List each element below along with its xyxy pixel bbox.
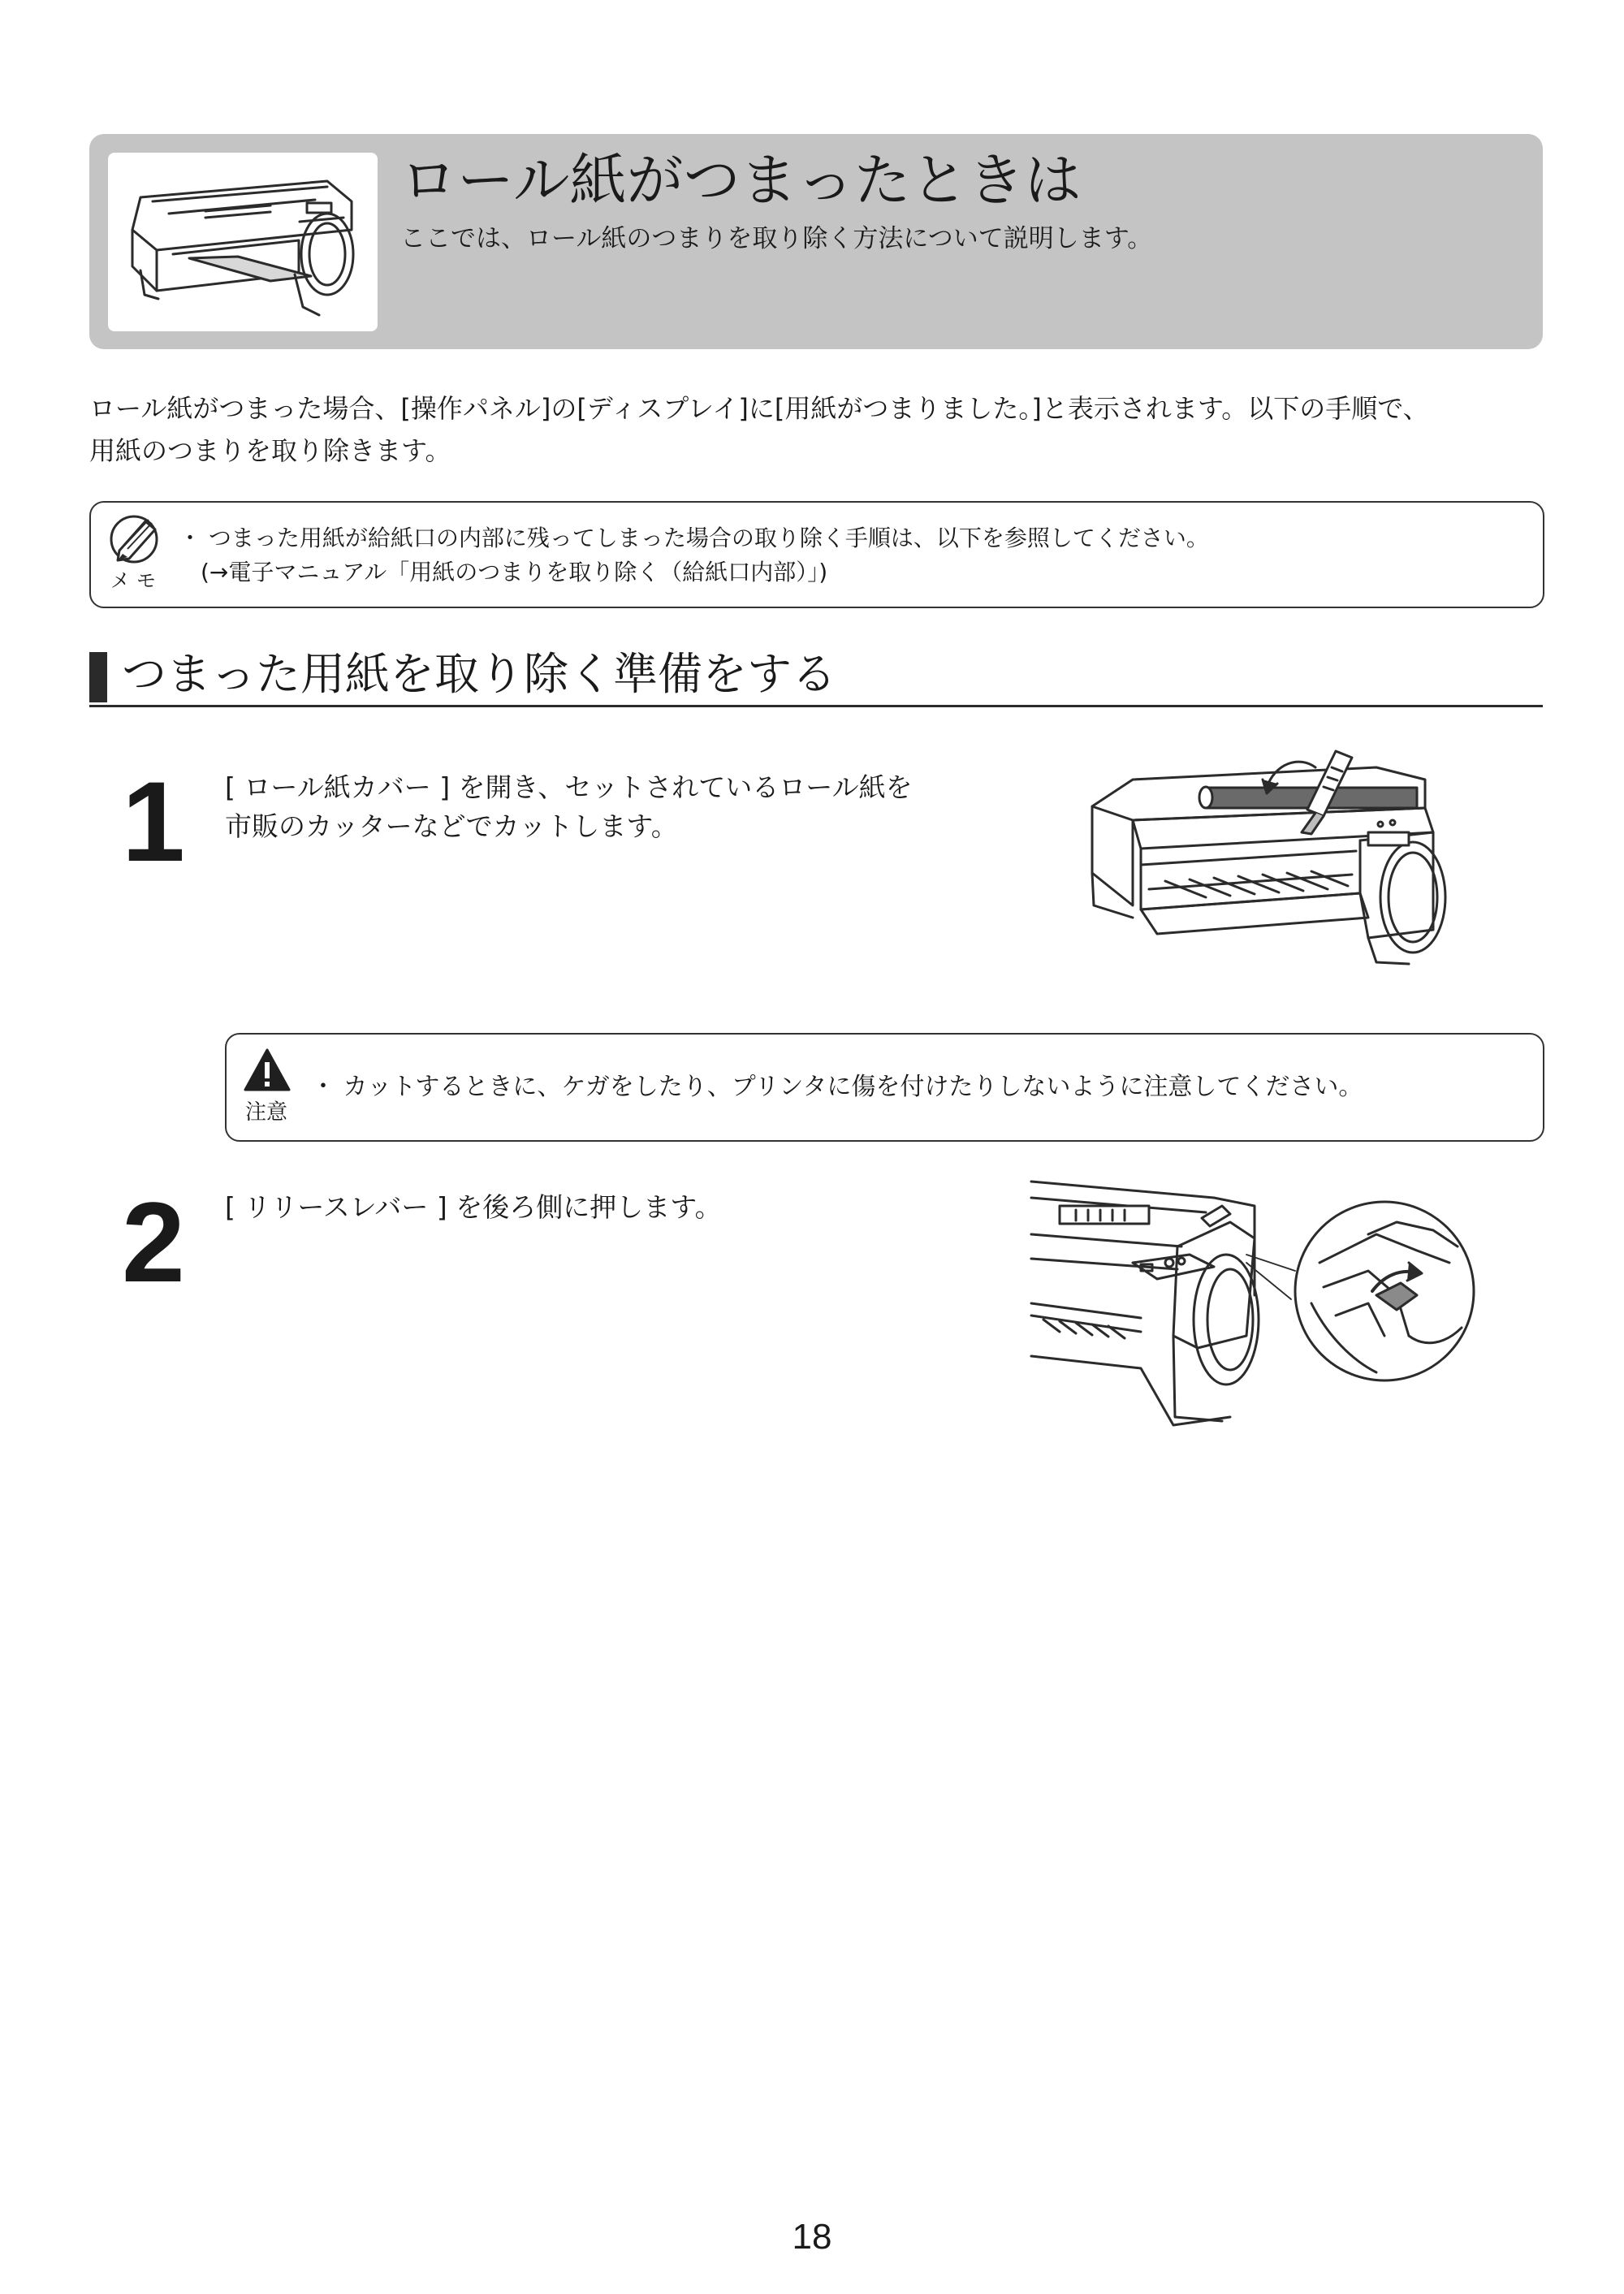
page-subtitle: ここでは、ロール紙のつまりを取り除く方法について説明します。 (400, 224, 1153, 253)
header-printer-thumbnail (108, 153, 378, 331)
step-text (225, 768, 913, 846)
page-title: ロール紙がつまったときは (400, 147, 1082, 214)
memo-box (89, 501, 1544, 608)
step-number: 2 (122, 1178, 185, 1306)
page-number: 18 (792, 2217, 832, 2257)
step-text-line: 市販のカッターなどでカットします。 (225, 810, 678, 842)
section-rule (89, 705, 1543, 707)
step-text-line: [ ロール紙カバー ] を開き、セットされているロール紙を (225, 771, 913, 803)
release-lever-illustration (1027, 1173, 1478, 1449)
section-title: つまった用紙を取り除く準備をする (122, 648, 837, 700)
printer-cutting-roll-illustration (1043, 743, 1466, 1003)
step-text-line: [ リリースレバー ] を後ろ側に押します。 (225, 1191, 722, 1223)
caution-label: 注意 (245, 1100, 288, 1125)
warning-triangle-icon (244, 1048, 291, 1093)
memo-reference-line: (→電子マニュアル「用紙のつまりを取り除く（給紙口内部）」) (201, 559, 828, 585)
caution-text: ・ カットするときに、ケガをしたり、プリンタに傷を付けたりしないように注意してください。 (311, 1073, 1363, 1101)
intro-line: 用紙のつまりを取り除きます。 (89, 435, 451, 466)
memo-label: メモ (110, 569, 162, 592)
printer-illustration (108, 153, 378, 331)
section-marker (89, 652, 107, 702)
intro-paragraph (89, 387, 1543, 472)
memo-line: ・ つまった用紙が給紙口の内部に残ってしまった場合の取り除く手順は、以下を参照してください。 (179, 525, 1209, 551)
step-text (225, 1188, 722, 1227)
pencil-memo-icon (108, 510, 165, 567)
step-number: 1 (122, 758, 185, 885)
intro-line: ロール紙がつまった場合、[操作パネル]の[ディスプレイ]に[用紙がつまりました。]と表示されます。以下の手順で、 (89, 393, 1429, 424)
